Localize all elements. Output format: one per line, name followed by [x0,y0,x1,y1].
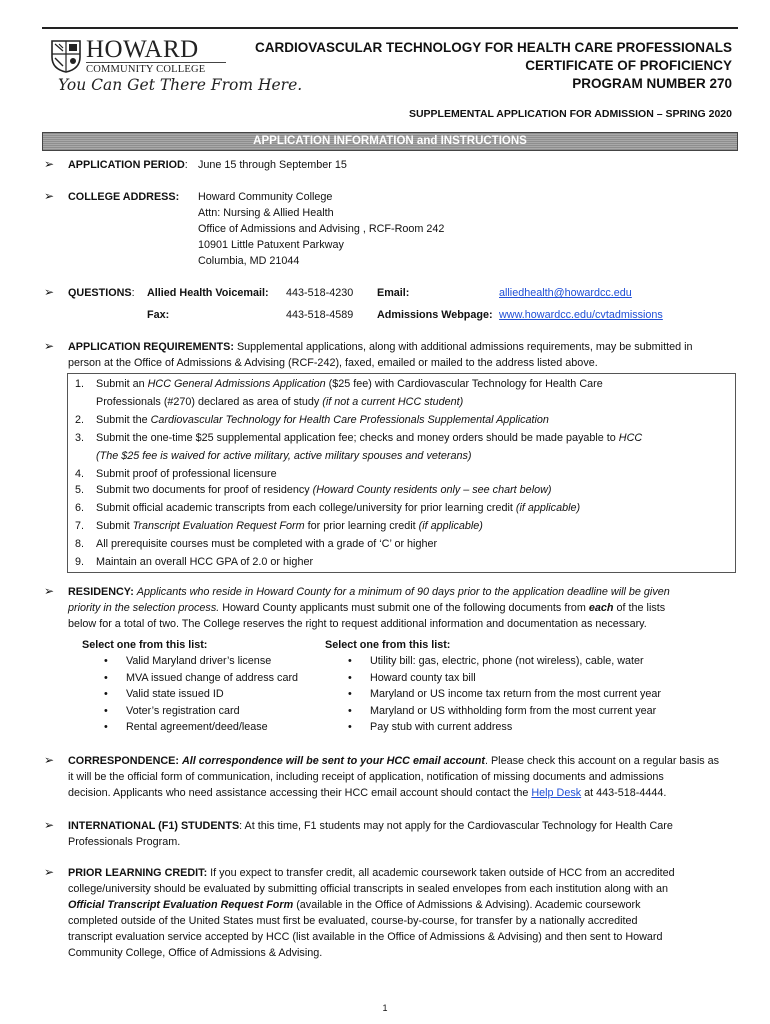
list-item-text: Rental agreement/deed/lease [126,721,268,733]
list-item-text: Maryland or US withholding form from the most current year [370,705,657,717]
webpage-label: Admissions Webpage: [377,309,493,321]
arrow-bullet-icon: ➢ [44,584,55,598]
email-label: Email: [377,287,410,299]
list-item-text: Utility bill: gas, electric, phone (not wireless), cable, water [370,655,644,667]
program-title: CARDIOVASCULAR TECHNOLOGY FOR HEALTH CARE PROFESSIONALS [254,40,732,55]
page-number: 1 [382,1003,388,1013]
bullet-icon: • [104,688,108,700]
webpage-link[interactable]: www.howardcc.edu/cvtadmissions [499,309,663,321]
prior-line6: Community College, Office of Admissions & Advising. [68,947,323,959]
help-desk-link[interactable]: Help Desk [531,787,582,799]
residency-emphasis: each [588,602,614,614]
international-text: : At this time, F1 students may not apply for the Cardiovascular Technology for Health Care [239,820,673,832]
item-number: 4. [75,468,85,480]
questions-colon: : [131,287,135,299]
item-italic: HCC [618,432,643,444]
arrow-bullet-icon: ➢ [44,189,55,203]
correspondence-text: at 443-518-4444. [581,787,667,799]
correspondence-label: CORRESPONDENCE: [68,755,179,767]
item-italic: Transcript Evaluation Request Form [132,520,305,532]
bullet-icon: • [104,655,108,667]
item-text: Submit an [96,378,148,390]
international-label: INTERNATIONAL (F1) STUDENTS [68,820,240,832]
arrow-bullet-icon: ➢ [44,339,55,353]
item-text: Professionals (#270) declared as area of study [96,396,323,408]
item-number: 7. [75,520,85,532]
arrow-bullet-icon: ➢ [44,818,55,832]
list-item-text: Valid Maryland driver’s license [126,655,272,667]
right-list-heading: Select one from this list: [325,639,451,651]
correspondence-line1 [68,753,719,769]
bullet-icon: • [104,721,108,733]
list-item-text: MVA issued change of address card [126,672,299,684]
bullet-icon: • [348,672,352,684]
requirements-intro-line2: person at the Office of Admissions & Advising (RCF-242), faxed, emailed or mailed to the address listed above. [68,357,598,369]
section-banner: APPLICATION INFORMATION and INSTRUCTIONS [42,132,738,151]
period-value: June 15 through September 15 [198,159,347,171]
item-text: Maintain an overall HCC GPA of 2.0 or higher [96,556,314,568]
questions-row [68,285,135,301]
item-italic: (if applicable) [515,502,581,514]
correspondence-emphasis: All correspondence will be sent to your HCC email account [181,755,485,767]
list-item-text: Howard county tax bill [370,672,476,684]
email-link[interactable]: alliedhealth@howardcc.edu [499,287,632,299]
fax-label: Fax: [147,309,170,321]
prior-line4: completed outside of the United States must first be evaluated, course-by-course, for transfer by a nationally accredited [68,915,638,927]
logo-tagline: You Can Get There From Here. [58,76,303,94]
arrow-bullet-icon: ➢ [44,157,55,171]
questions-label: QUESTIONS [68,287,132,299]
list-item-text: Pay stub with current address [370,721,513,733]
address-line: 10901 Little Patuxent Parkway [198,239,344,251]
prior-line5: transcript evaluation service accepted by HCC (list available in the Office of Admissions & Advising) and then sent to Howard [68,931,663,943]
bullet-icon: • [104,672,108,684]
item-italic: (if applicable) [418,520,483,532]
application-subtitle: SUPPLEMENTAL APPLICATION FOR ADMISSION – SPRING 2020 [408,108,732,120]
item-number: 3. [75,432,85,444]
residency-line1 [68,584,670,600]
address-line: Office of Admissions and Advising , RCF-Room 242 [198,223,445,235]
item-text: Submit [96,520,133,532]
bullet-icon: • [348,705,352,717]
voicemail-label: Allied Health Voicemail: [147,287,269,299]
correspondence-line3 [68,785,666,801]
item-number: 1. [75,378,85,390]
residency-text: Applicants who reside in Howard County for a minimum of 90 days prior to the application deadline will be given [136,586,670,598]
prior-label: PRIOR LEARNING CREDIT: [68,867,208,879]
requirements-intro [68,339,693,355]
item-number: 5. [75,484,85,496]
shield-icon [50,39,82,73]
prior-line2: college/university should be evaluated by submitting official transcripts in sealed envelopes from each institution along with an [68,883,668,895]
item-number: 2. [75,414,85,426]
program-number: PROGRAM NUMBER 270 [572,76,732,91]
item-text: All prerequisite courses must be completed with a grade of ‘C’ or higher [96,538,438,550]
logo-name: HOWARD [86,36,199,63]
correspondence-line2: it will be the official form of communication, including receipt of application, notification of missing documents and admissions [68,771,664,783]
bullet-icon: • [348,688,352,700]
item-text: ($25 fee) with Cardiovascular Technology for Health Care [325,378,603,390]
prior-line3 [68,897,640,913]
item-italic: Cardiovascular Technology for Health Care Professionals Supplemental Application [150,414,549,426]
item-italic: HCC General Admissions Application [147,378,326,390]
item-italic: (The $25 fee is waived for active military, active military spouses and veterans) [96,450,472,462]
prior-text: (available in the Office of Admissions & Advising). Academic coursework [293,899,641,911]
item-italic: (Howard County residents only – see chart below) [312,484,552,496]
arrow-bullet-icon: ➢ [44,285,55,299]
period-colon: : [184,159,188,171]
arrow-bullet-icon: ➢ [44,865,55,879]
correspondence-text: . Please check this account on a regular basis as [484,755,720,767]
item-text: Submit official academic transcripts from each college/university for prior learning credit [96,502,516,514]
top-rule [42,27,738,29]
item-text: Submit two documents for proof of residency [96,484,313,496]
item-text: for prior learning credit [304,520,419,532]
requirements-label: APPLICATION REQUIREMENTS: [68,341,234,353]
prior-form-name: Official Transcript Evaluation Request Form [68,899,294,911]
bullet-icon: • [348,655,352,667]
item-text: Submit the one-time $25 supplemental application fee; checks and money orders should be made payable to [96,432,619,444]
residency-line3: below for a total of two. The College reserves the right to request additional information and documentation as necessary. [68,618,647,630]
address-label: COLLEGE ADDRESS: [68,191,180,203]
international-line2: Professionals Program. [68,836,181,848]
list-item-text: Maryland or US income tax return from the most current year [370,688,662,700]
item-number: 6. [75,502,85,514]
prior-line1 [68,865,675,881]
arrow-bullet-icon: ➢ [44,753,55,767]
requirements-list [67,373,736,573]
international-line1 [68,818,673,834]
address-line: Howard Community College [198,191,333,203]
item-number: 8. [75,538,85,550]
item-text: Submit proof of professional licensure [96,468,277,480]
residency-line2 [68,600,665,616]
list-item-text: Voter’s registration card [126,705,240,717]
residency-text: priority in the selection process. [68,602,220,614]
item-italic: (if not a current HCC student) [322,396,464,408]
bullet-icon: • [104,705,108,717]
address-line: Attn: Nursing & Allied Health [198,207,334,219]
correspondence-text: decision. Applicants who need assistance accessing their HCC email account should contact the [68,787,532,799]
residency-text: of the lists [613,602,666,614]
left-list-heading: Select one from this list: [82,639,208,651]
logo-subtitle: COMMUNITY COLLEGE [86,62,226,75]
item-number: 9. [75,556,85,568]
period-label: APPLICATION PERIOD [68,159,185,171]
list-item-text: Valid state issued ID [126,688,224,700]
voicemail-number: 443-518-4230 [286,287,354,299]
bullet-icon: • [348,721,352,733]
residency-text: Howard County applicants must submit one of the following documents from [219,602,589,614]
prior-text: If you expect to transfer credit, all academic coursework taken outside of HCC from an accredited [207,867,675,879]
requirements-intro-text: Supplemental applications, along with additional admissions requirements, may be submitted in [236,341,693,353]
fax-number: 443-518-4589 [286,309,354,321]
certificate-title: CERTIFICATE OF PROFICIENCY [525,58,732,73]
address-line: Columbia, MD 21044 [198,255,300,267]
item-text: Submit the [96,414,151,426]
period-row [68,157,188,173]
residency-label: RESIDENCY: [68,586,134,598]
